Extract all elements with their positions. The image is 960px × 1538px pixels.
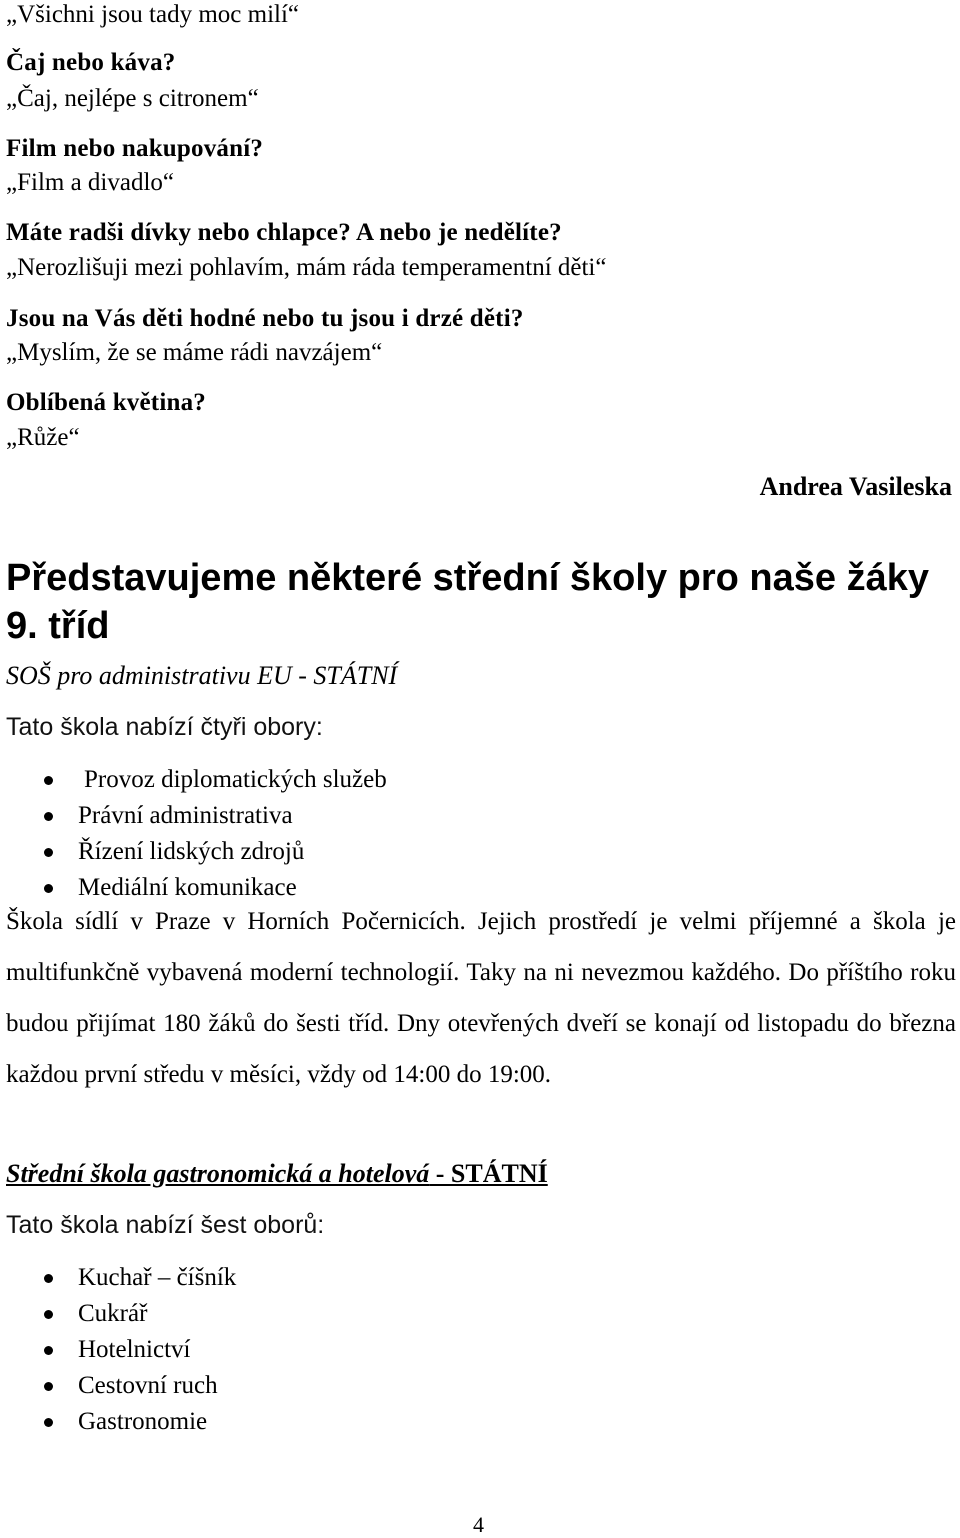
interview-answer: „Čaj, nejlépe s citronem“ <box>6 85 259 112</box>
bullet-icon <box>44 848 53 857</box>
bullet-icon <box>44 776 53 785</box>
author-signature: Andrea Vasileska <box>759 472 952 501</box>
interview-answer: „Film a divadlo“ <box>6 169 175 196</box>
list-item: Právní administrativa <box>6 798 387 834</box>
bullet-icon <box>44 812 53 821</box>
bullet-icon <box>44 1346 53 1355</box>
interview-answer: „Nerozlišuji mezi pohlavím, mám ráda temperamentní děti“ <box>6 254 607 281</box>
list-item: Hotelnictví <box>6 1332 236 1368</box>
bullet-icon <box>44 1274 53 1283</box>
bullet-icon <box>44 884 53 893</box>
section-heading: Představujeme některé střední školy pro naše žáky 9. tříd <box>6 557 929 647</box>
interview-question: Čaj nebo káva? <box>6 49 176 76</box>
list-item: Mediální komunikace <box>6 870 387 906</box>
bullet-icon <box>44 1310 53 1319</box>
interview-answer: „Myslím, že se máme rádi navzájem“ <box>6 339 383 366</box>
list-item: Cukrář <box>6 1296 236 1332</box>
school-title-main: Střední škola gastronomická a hotelová <box>6 1159 430 1188</box>
list-item: Gastronomie <box>6 1404 236 1440</box>
interview-answer: „Růže“ <box>6 424 80 451</box>
school-title-suffix: - STÁTNÍ <box>429 1159 548 1188</box>
bullet-icon <box>44 1418 53 1427</box>
list-item: Řízení lidských zdrojů <box>6 834 387 870</box>
school-title <box>6 1158 548 1190</box>
list-item: Provoz diplomatických služeb <box>6 762 387 798</box>
page-number: 4 <box>473 1512 484 1537</box>
field-list <box>6 1260 236 1440</box>
interview-question: Jsou na Vás děti hodné nebo tu jsou i drzé děti? <box>6 305 524 332</box>
school-description: Škola sídlí v Praze v Horních Počernicích. Jejich prostředí je velmi příjemné a škola je multifunkčně vybavená moderní technologií. Taky na ni nevezmou každého. Do příštího roku budou přijímat 180 žáků do šesti tříd. Dny otevřených dveří se konají od listopadu do března každou první středu v měsíci, vždy od 14:00 do 19:00. <box>6 908 956 1088</box>
school-intro: Tato škola nabízí čtyři obory: <box>6 713 323 741</box>
school-title: SOŠ pro administrativu EU - STÁTNÍ <box>6 661 398 690</box>
interview-question: Film nebo nakupování? <box>6 135 264 162</box>
list-item: Kuchař – číšník <box>6 1260 236 1296</box>
list-item: Cestovní ruch <box>6 1368 236 1404</box>
field-list <box>6 762 387 906</box>
interview-answer: „Všichni jsou tady moc milí“ <box>6 1 300 28</box>
interview-question: Oblíbená květina? <box>6 389 206 416</box>
interview-question: Máte radši dívky nebo chlapce? A nebo je nedělíte? <box>6 219 562 246</box>
school-intro: Tato škola nabízí šest oborů: <box>6 1211 325 1239</box>
bullet-icon <box>44 1382 53 1391</box>
